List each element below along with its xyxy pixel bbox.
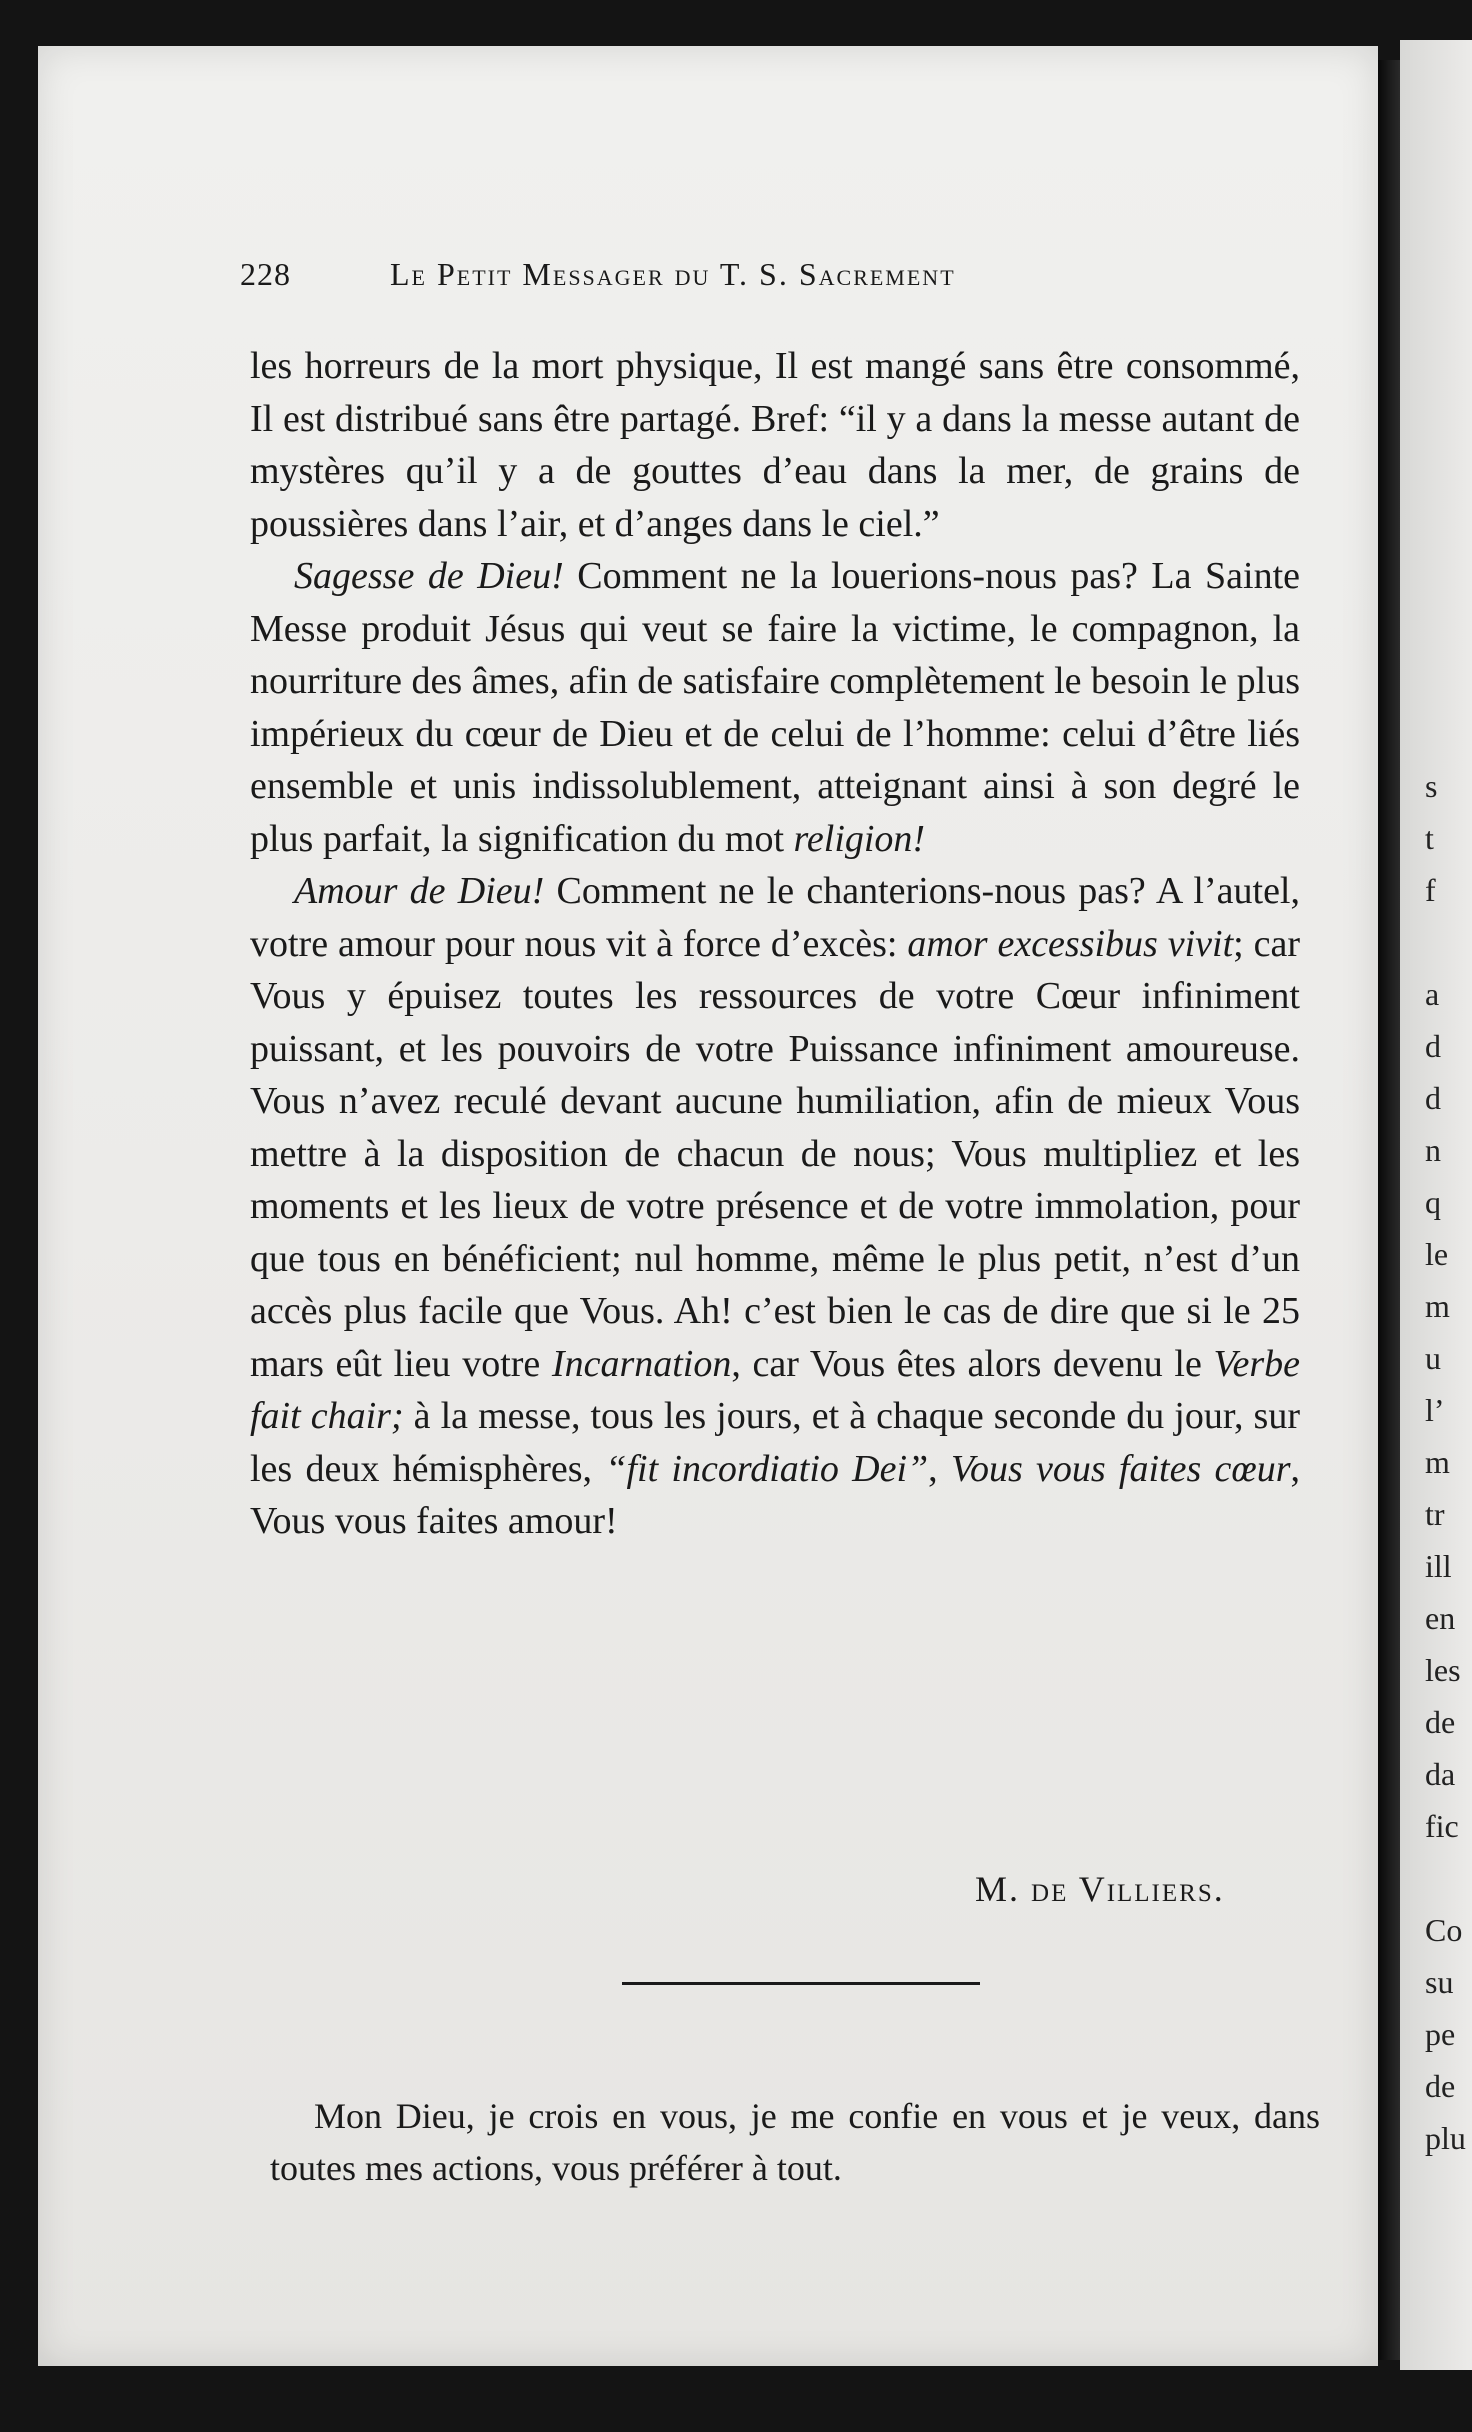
adjacent-page-fragment: tr [1425,1496,1445,1532]
page-header [240,256,1240,293]
article-body [250,340,1300,1548]
paragraph-3-text-1: Comment ne le chanterions-nous pas? A l’autel, votre amour pour nous vit à force d’excès: [250,870,1300,965]
paragraph-2-lead: Sagesse de Dieu! [294,555,564,597]
adjacent-page-fragment: pe [1425,2016,1456,2052]
adjacent-page-fragment: n [1425,1132,1441,1168]
prayer-text: Mon Dieu, je crois en vous, je me confie en vous et je veux, dans toutes mes actions, vous préférer à tout. [270,2096,1320,2188]
adjacent-page-fragment: le [1425,1236,1449,1272]
page-number: 228 [240,256,291,292]
adjacent-page-fragment: s [1425,768,1438,804]
paragraph-3-italic-3: Verbe fait chair; [250,1342,1300,1437]
adjacent-page-fragment: Co [1425,1912,1463,1948]
adjacent-page-fragment: les [1425,1652,1461,1688]
paragraph-3 [250,865,1300,1548]
paragraph-3-text-2: ; car Vous y épuisez toutes les ressources de votre Cœur infiniment puissant, et les pouvoirs de votre Puissance infiniment amoureuse. Vous n’avez reculé devant aucune humiliation, afin de mieux Vous mettre à la disposition de chacun de nous; Vous multipliez et les moments et les lieux de votre présence et de votre immolation, pour que tous en bénéficient; nul homme, même le plus petit, n’est d’un accès plus facile que Vous. Ah! c’est bien le cas de dire que si le 25 mars eût lieu votre [250,922,1300,1385]
adjacent-page-fragment [1425,1852,1472,1904]
running-title: Le Petit Messager du T. S. Sacrement [390,256,956,292]
adjacent-page-fragment: u [1425,1340,1441,1376]
paragraph-3-italic-5: Vous vous faites cœur [950,1447,1291,1490]
adjacent-page-fragment: f [1425,872,1436,908]
paragraph-3-italic-4: “fit incordiatio Dei” [605,1447,929,1490]
adjacent-page-fragment: a [1425,976,1440,1012]
section-divider [622,1982,980,1985]
adjacent-page-fragment: ill [1425,1548,1452,1584]
book-gutter [1378,60,1400,2360]
adjacent-page-fragment: m [1425,1288,1450,1324]
adjacent-page-fragment: fic [1425,1808,1459,1844]
paragraph-3-text-5: , [928,1447,951,1490]
adjacent-page-fragment: d [1425,1028,1441,1064]
adjacent-page-fragment: da [1425,1756,1456,1792]
adjacent-page-fragment [1425,916,1472,968]
paragraph-3-italic-1: amor excessibus vivit [907,922,1234,965]
adjacent-page-fragment: d [1425,1080,1441,1116]
signature-name: de Villiers. [1031,1869,1225,1909]
adjacent-page-fragment: plu [1425,2120,1466,2156]
adjacent-page-fragment: su [1425,1964,1454,2000]
adjacent-page-fragment: l’ [1425,1392,1445,1428]
adjacent-page-fragment: de [1425,2068,1456,2104]
paragraph-2-text: Comment ne la louerions-nous pas? La Sainte Messe produit Jésus qui veut se faire la victime, le compagnon, la nourriture des âmes, afin de satisfaire complètement le besoin le plus impérieux du cœur de Dieu et de celui de l’homme: celui d’être liés ensemble et unis indissolublement, atteignant ainsi à son degré le plus parfait, la signification du mot [250,555,1300,860]
closing-prayer [270,2090,1320,2194]
author-signature [975,1868,1225,1910]
adjacent-page-text-fragments [1425,760,1472,2164]
paragraph-3-text-6: , Vous vous faites amour! [250,1447,1301,1542]
adjacent-page-fragment: de [1425,1704,1456,1740]
adjacent-page-fragment: en [1425,1600,1456,1636]
paragraph-3-text-3: , car Vous êtes alors devenu le [731,1342,1214,1385]
paragraph-3-text-4: à la messe, tous les jours, et à chaque seconde du jour, sur les deux hémisphères, [250,1395,1301,1490]
paragraph-3-lead: Amour de Dieu! [294,870,545,912]
signature-initial: M. [975,1869,1032,1909]
paragraph-2-tail: religion! [793,817,926,860]
adjacent-page-fragment: q [1425,1184,1441,1220]
paragraph-2 [250,550,1300,865]
paragraph-1: les horreurs de la mort physique, Il est mangé sans être consommé, Il est distribué sans être partagé. Bref: “il y a dans la messe autant de mystères qu’il y a de gouttes d’eau dans la mer, de grains de poussières dans l’air, et d’anges dans le ciel.” [250,345,1300,545]
adjacent-page-fragment: t [1425,820,1434,856]
adjacent-page-fragment: m [1425,1444,1450,1480]
paragraph-3-italic-2: Incarnation [551,1342,732,1385]
